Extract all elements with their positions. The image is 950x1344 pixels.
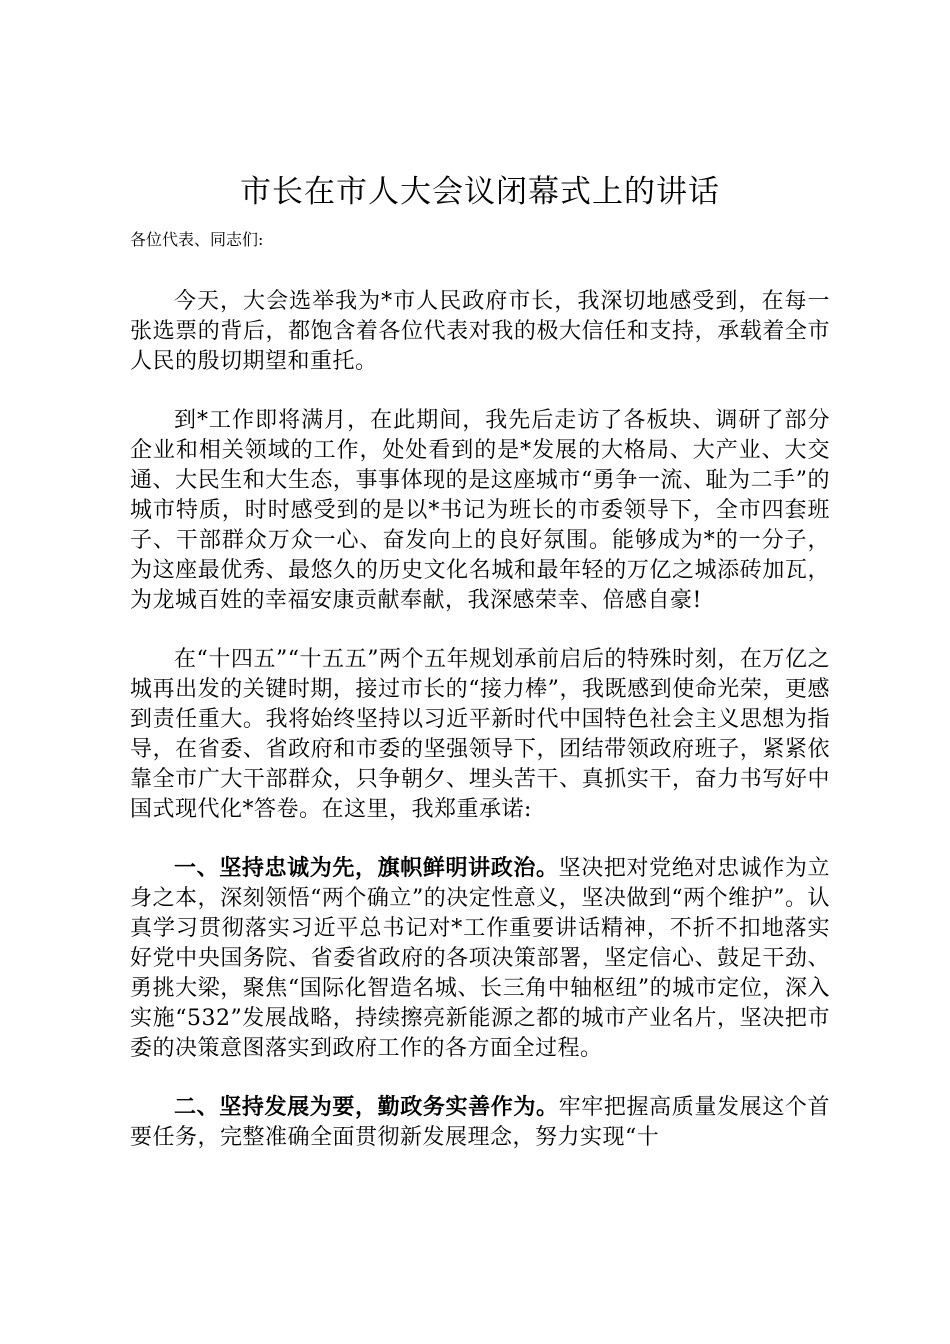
paragraph-1: [130, 286, 830, 377]
paragraph-text: 在“十四五”“十五五”两个五年规划承前启后的特殊时刻，在万亿之城再出发的关键时期，接过市长的“接力棒”，我既感到使命光荣，更感到责任重大。我将始终坚持以习近平新时代中国特色社会主义思想为指导，在省委、省政府和市委的坚强领导下，团结带领政府班子，紧紧依靠全市广大干部群众，只争朝夕、埋头苦干、真抓实干，奋力书写好中国式现代化*答卷。在这里，我郑重承诺:: [130, 647, 830, 822]
paragraph-2: [130, 405, 830, 616]
salutation: 各位代表、同志们:: [130, 230, 264, 249]
paragraph-text: 今天，大会选举我为*市人民政府市长，我深切地感受到，在每一张选票的背后，都饱含着各位代表对我的极大信任和支持，承载着全市人民的殷切期望和重托。: [130, 289, 830, 374]
document-title: 市长在市人大会议闭幕式上的讲话: [240, 174, 720, 210]
commitment-text: 坚决把对党绝对忠诚作为立身之本，深刻领悟“两个确立”的决定性意义，坚决做到“两个维护”。认真学习贯彻落实习近平总书记对*工作重要讲话精神，不折不扣地落实好党中央国务院、省委省政府的各项决策部署，坚定信心、鼓足干劲、勇挑大梁，聚焦“国际化智造名城、长三角中轴枢纽”的城市定位，深入实施“532”发展战略，持续擦亮新能源之都的城市产业名片，坚决把市委的决策意图落实到政府工作的各方面全过程。: [130, 856, 830, 1061]
document-page: [130, 170, 830, 1181]
paragraph-text: 到*工作即将满月，在此期间，我先后走访了各板块、调研了部分企业和相关领域的工作，处处看到的是*发展的大格局、大产业、大交通、大民生和大生态，事事体现的是这座城市“勇争一流、耻为二手”的城市特质，时时感受到的是以*书记为班长的市委领导下，全市四套班子、干部群众万众一心、奋发向上的良好氛围。能够成为*的一分子，为这座最优秀、最悠久的历史文化名城和最年轻的万亿之城添砖加瓦，为龙城百姓的幸福安康贡献奉献，我深感荣幸、倍感自豪!: [130, 408, 830, 613]
paragraph-3: [130, 644, 830, 825]
commitment-1: [130, 853, 830, 1064]
commitment-heading: 一、坚持忠诚为先，旗帜鲜明讲政治。: [174, 855, 559, 881]
commitment-text: 牢牢把握高质量发展这个首要任务，完整准确全面贯彻新发展理念，努力实现“十: [130, 1095, 830, 1150]
commitment-2: [130, 1092, 830, 1153]
commitment-heading: 二、坚持发展为要，勤政务实善作为。: [174, 1094, 559, 1120]
